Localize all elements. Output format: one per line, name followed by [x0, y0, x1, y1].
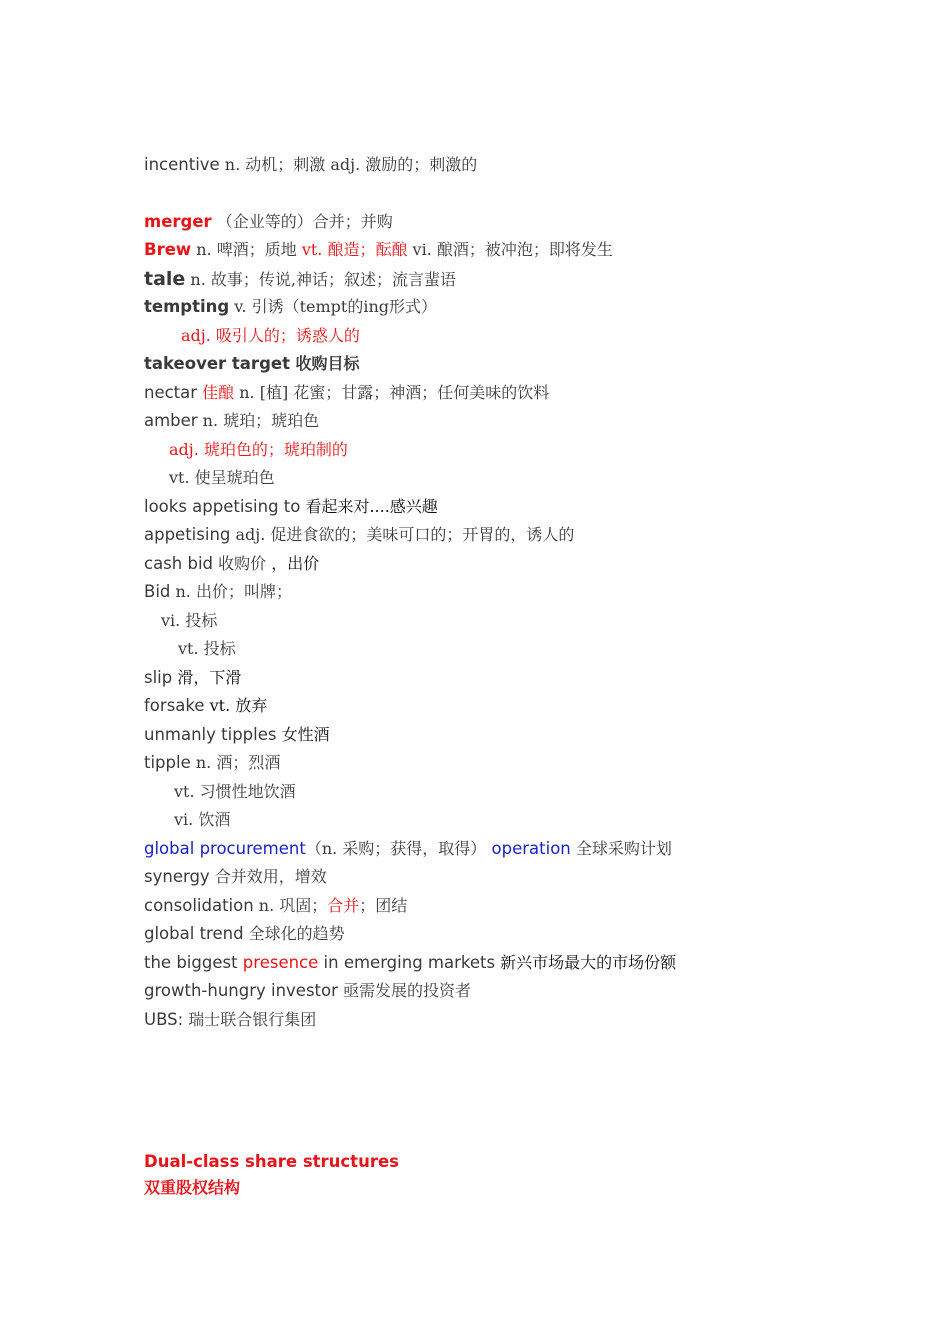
definition: n. 巩固； [253, 896, 328, 915]
definition: v. 引诱（tempt的ing形式） [229, 297, 437, 316]
definition: 滑，下滑 [172, 668, 242, 687]
term: tempting [144, 297, 230, 316]
entry-amber-adj [169, 439, 348, 461]
definition: 亟需发展的投资者 [337, 981, 472, 1000]
entry-slip [144, 667, 241, 689]
entry-ubs [144, 1009, 316, 1031]
term: in emerging markets [318, 953, 496, 972]
term: Bid [144, 582, 171, 601]
definition: n. 啤酒；质地 [191, 240, 302, 259]
section-heading [144, 1151, 399, 1173]
definition: ；团结 [359, 896, 408, 915]
definition-highlight: adj. 吸引人的；诱惑人的 [181, 326, 360, 345]
term: appetising [144, 525, 231, 544]
entry-biggest-presence [144, 952, 676, 974]
entry-looks-appetising [144, 496, 438, 518]
term: Brew [144, 240, 192, 259]
entry-appetising [144, 524, 574, 546]
definition: vt. 使呈琥珀色 [169, 468, 275, 487]
heading-chinese: 双重股权结构 [144, 1178, 241, 1197]
definition-highlight: vt. 酿造；酝酿 [301, 240, 408, 259]
term: global procurement [144, 839, 306, 858]
definition: 全球化的趋势 [243, 924, 345, 943]
term: cash bid [144, 554, 214, 573]
term: forsake [144, 696, 205, 715]
entry-consolidation [144, 895, 407, 917]
entry-tempting [144, 296, 437, 318]
entry-tipple-vt [174, 781, 296, 803]
entry-takeover-target [144, 353, 360, 375]
entry-brew [144, 239, 613, 261]
term: operation [486, 839, 571, 858]
entry-unmanly-tipples [144, 724, 330, 746]
definition: ，出价 [271, 554, 320, 573]
definition: 看起来对....感兴趣 [300, 497, 438, 516]
definition: vt. 投标 [178, 639, 236, 658]
entry-incentive [144, 154, 477, 176]
definition: （企业等的）合并；并购 [211, 212, 393, 231]
term: synergy [144, 867, 210, 886]
entry-global-procurement [144, 838, 672, 860]
definition: n. 动机；刺激 adj. 激励的；刺激的 [219, 155, 478, 174]
definition: vt. 习惯性地饮酒 [174, 782, 296, 801]
entry-merger [144, 211, 393, 233]
entry-synergy [144, 866, 327, 888]
term: takeover target [144, 354, 290, 373]
entry-tale [144, 268, 456, 290]
definition: （n. 采购；获得，取得） [305, 839, 487, 858]
term: global trend [144, 924, 244, 943]
entry-growth-hungry-investor [144, 980, 471, 1002]
definition: vi. 酿酒；被冲泡；即将发生 [407, 240, 613, 259]
entry-bid-vt [178, 638, 236, 660]
definition: vi. 饮酒 [174, 810, 231, 829]
entry-nectar [144, 382, 549, 404]
definition: vt. 放弃 [204, 696, 268, 715]
term: incentive [144, 155, 220, 174]
term: tipple [144, 753, 191, 772]
term: consolidation [144, 896, 254, 915]
entry-amber [144, 410, 319, 432]
term: UBS: [144, 1010, 184, 1029]
entry-tipple-vi [174, 809, 230, 831]
definition: 新兴市场最大的市场份额 [495, 953, 677, 972]
entry-tipple [144, 752, 280, 774]
entry-global-trend [144, 923, 345, 945]
term-highlight: presence [242, 953, 319, 972]
definition: n. 酒；烈酒 [190, 753, 281, 772]
definition: adj. 促进食欲的；美味可口的；开胃的，诱人的 [230, 525, 575, 544]
definition: 瑞士联合银行集团 [183, 1010, 317, 1029]
entry-amber-vt [169, 467, 275, 489]
definition: n. 故事；传说,神话；叙述；流言蜚语 [185, 270, 456, 289]
entry-forsake [144, 695, 267, 717]
section-heading-chinese [144, 1177, 240, 1199]
entry-tempting-adj [181, 325, 360, 347]
term: tale [144, 268, 186, 290]
definition: 收购目标 [289, 354, 360, 373]
definition-highlight: 佳酿 [197, 383, 235, 402]
definition: n. 琥珀；琥珀色 [197, 411, 320, 430]
entry-bid-vi [161, 610, 217, 632]
definition-highlight: adj. 琥珀色的；琥珀制的 [169, 440, 348, 459]
definition: vi. 投标 [161, 611, 218, 630]
term: growth-hungry investor [144, 981, 338, 1000]
definition: 合并效用，增效 [209, 867, 327, 886]
term: slip [144, 668, 173, 687]
definition: 全球采购计划 [570, 839, 672, 858]
entry-bid [144, 581, 292, 603]
term: nectar [144, 383, 198, 402]
definition: 女性酒 [276, 725, 330, 744]
definition: n. [植] 花蜜；甘露；神酒；任何美味的饮料 [234, 383, 550, 402]
definition: n. 出价；叫牌； [170, 582, 292, 601]
term: amber [144, 411, 198, 430]
term: merger [144, 212, 212, 231]
entry-cash-bid [144, 553, 319, 575]
term: looks appetising to [144, 497, 301, 516]
definition-highlight: 合并 [327, 896, 360, 915]
term: unmanly tipples [144, 725, 277, 744]
definition: 收购价 [213, 554, 272, 573]
heading-english: Dual-class share structures [144, 1152, 399, 1171]
term: the biggest [144, 953, 243, 972]
